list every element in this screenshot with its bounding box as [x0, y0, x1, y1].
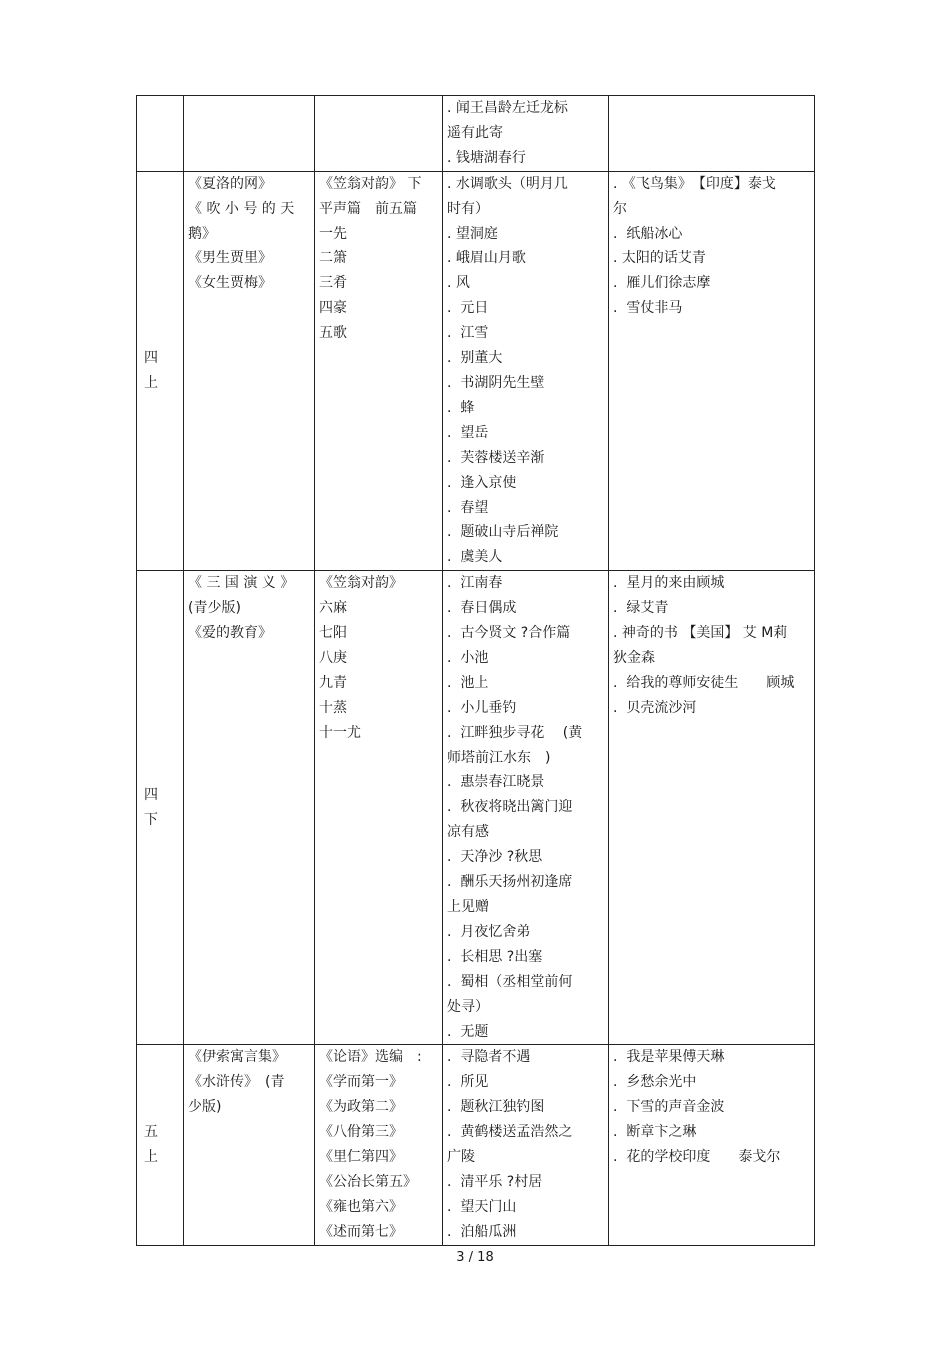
- grade-label: 五 上: [144, 1124, 158, 1166]
- cell-line: . 乡愁余光中: [613, 1074, 697, 1091]
- cell-line: 《爱的教育》: [188, 625, 272, 642]
- cell-line: 尔: [613, 200, 627, 217]
- cell-line: . 泊船瓜洲: [447, 1223, 517, 1240]
- cell-line: 《论语》选编 :: [319, 1049, 422, 1066]
- cell-line: . 望岳: [447, 424, 489, 441]
- couplets-cell: [315, 96, 443, 172]
- cell-line: . 题破山寺后禅院: [447, 524, 559, 541]
- poems-cell: [443, 1045, 609, 1245]
- cell-line: 《 三 国 演 义 》: [188, 575, 295, 592]
- cell-line: . 惠崇春江晓景: [447, 774, 545, 791]
- cell-line: . 寻隐者不遇: [447, 1049, 531, 1066]
- cell-line: 《女生贾梅》: [188, 275, 272, 292]
- cell-line: 十一尤: [319, 724, 361, 741]
- cell-line: . 江南春: [447, 575, 503, 592]
- couplets-cell: [315, 571, 443, 1045]
- cell-line: 《公冶长第五》: [319, 1173, 417, 1190]
- couplets-cell: [315, 171, 443, 571]
- books-cell: [184, 96, 315, 172]
- grade-cell: [137, 571, 184, 1045]
- cell-line: . 小儿垂钓: [447, 699, 517, 716]
- cell-line: . 江畔独步寻花 (黄: [447, 724, 583, 741]
- cell-line: 《伊索寓言集》: [188, 1049, 286, 1066]
- table-row: [137, 171, 815, 571]
- cell-line: . 绿艾青: [613, 600, 669, 617]
- cell-line: . 神奇的书 【美国】 艾 M莉: [613, 625, 788, 642]
- poems-cell: [443, 96, 609, 172]
- cell-line: . 长相思 ?出塞: [447, 948, 543, 965]
- modern-poems-cell: [609, 1045, 815, 1245]
- couplets-cell: [315, 1045, 443, 1245]
- page-number: 3 / 18: [456, 1250, 494, 1265]
- cell-line: . 《飞鸟集》 【印度】泰戈: [613, 175, 776, 192]
- cell-line: . 书湖阴先生壁: [447, 374, 545, 391]
- grade-cell: [137, 1045, 184, 1245]
- cell-line: 三肴: [319, 275, 347, 292]
- cell-line: . 望天门山: [447, 1198, 517, 1215]
- cell-line: . 闻王昌龄左迁龙标: [447, 100, 568, 116]
- cell-line: 十蒸: [319, 699, 347, 716]
- cell-line: . 纸船冰心: [613, 225, 683, 242]
- cell-line: 少版): [188, 1099, 222, 1116]
- cell-line: . 天净沙 ?秋思: [447, 849, 543, 866]
- cell-line: 六麻: [319, 600, 347, 617]
- cell-line: 时有）: [447, 200, 489, 217]
- cell-line: . 无题: [447, 1023, 489, 1040]
- modern-poems-cell: [609, 571, 815, 1045]
- cell-line: 狄金森: [613, 649, 655, 666]
- cell-line: . 下雪的声音金波: [613, 1099, 725, 1116]
- cell-line: 八庚: [319, 649, 347, 666]
- cell-line: . 雪仗非马: [613, 300, 683, 317]
- cell-line: 《男生贾里》: [188, 250, 272, 267]
- cell-line: . 风: [447, 275, 470, 292]
- cell-line: . 秋夜将晓出篱门迎: [447, 799, 573, 816]
- cell-line: . 月夜忆舍弟: [447, 923, 531, 940]
- cell-line: . 春日偶成: [447, 600, 517, 617]
- table-row: [137, 1045, 815, 1245]
- grade-label: 四 上: [144, 350, 158, 391]
- cell-line: . 小池: [447, 649, 489, 666]
- cell-line: . 黄鹤楼送孟浩然之: [447, 1124, 573, 1141]
- cell-line: . 花的学校印度 泰戈尔: [613, 1149, 781, 1166]
- grade-label: 四 下: [144, 786, 158, 828]
- cell-line: . 池上: [447, 674, 489, 691]
- cell-line: (青少版): [188, 600, 241, 617]
- cell-line: 《述而第七》: [319, 1223, 403, 1240]
- cell-line: . 峨眉山月歌: [447, 250, 526, 267]
- modern-poems-cell: [609, 96, 815, 172]
- cell-line: . 虞美人: [447, 549, 503, 566]
- cell-line: 《雍也第六》: [319, 1198, 403, 1215]
- cell-line: 《笠翁对韵》 下: [319, 175, 422, 192]
- cell-line: . 所见: [447, 1074, 489, 1091]
- cell-line: 七阳: [319, 625, 347, 642]
- cell-line: . 酬乐天扬州初逢席: [447, 874, 573, 891]
- cell-line: . 水调歌头（明月几: [447, 175, 568, 192]
- poems-cell: [443, 571, 609, 1045]
- cell-line: 平声篇 前五篇: [319, 200, 417, 217]
- cell-line: . 星月的来由顾城: [613, 575, 725, 592]
- cell-line: 遥有此寄: [447, 124, 503, 141]
- cell-line: . 断章卞之琳: [613, 1124, 697, 1141]
- cell-line: 四豪: [319, 300, 347, 317]
- grade-cell: [137, 96, 184, 172]
- books-cell: [184, 571, 315, 1045]
- cell-line: 处寻）: [447, 998, 489, 1015]
- cell-line: 师塔前江水东 ): [447, 749, 551, 766]
- cell-line: . 贝壳流沙河: [613, 699, 697, 716]
- cell-line: 《 吹 小 号 的 天: [188, 200, 295, 217]
- cell-line: . 题秋江独钓图: [447, 1099, 545, 1116]
- cell-line: 上见赠: [447, 899, 489, 915]
- cell-line: 《八佾第三》: [319, 1124, 403, 1141]
- cell-line: . 江雪: [447, 325, 489, 342]
- cell-line: 《里仁第四》: [319, 1149, 403, 1166]
- cell-line: . 我是苹果傅天琳: [613, 1049, 725, 1066]
- cell-line: . 清平乐 ?村居: [447, 1173, 543, 1190]
- cell-line: 九青: [319, 674, 347, 691]
- cell-line: 《夏洛的网》: [188, 175, 272, 192]
- cell-line: . 元日: [447, 300, 489, 317]
- cell-line: 《为政第二》: [319, 1099, 403, 1116]
- cell-line: . 古今贤文 ?合作篇: [447, 625, 571, 642]
- cell-line: 《学而第一》: [319, 1074, 403, 1091]
- cell-line: . 钱塘湖春行: [447, 149, 526, 166]
- poems-cell: [443, 171, 609, 571]
- cell-line: . 雁儿们徐志摩: [613, 275, 711, 292]
- books-cell: [184, 1045, 315, 1245]
- table-row: [137, 96, 815, 172]
- modern-poems-cell: [609, 171, 815, 571]
- cell-line: 鹅》: [188, 225, 216, 242]
- cell-line: 二箫: [319, 250, 347, 267]
- cell-line: . 芙蓉楼送辛渐: [447, 449, 545, 466]
- table-row: [137, 571, 815, 1045]
- cell-line: 《笠翁对韵》: [319, 575, 403, 592]
- cell-line: 一先: [319, 225, 347, 242]
- books-cell: [184, 171, 315, 571]
- cell-line: . 给我的尊师安徒生 顾城: [613, 674, 795, 691]
- cell-line: . 蜂: [447, 399, 475, 416]
- reading-list-table: [136, 95, 815, 1246]
- cell-line: . 逢入京使: [447, 474, 517, 491]
- cell-line: 凉有感: [447, 824, 489, 841]
- cell-line: 五歌: [319, 325, 347, 342]
- cell-line: 《水浒传》 (青: [188, 1074, 285, 1091]
- cell-line: . 太阳的话艾青: [613, 250, 706, 267]
- cell-line: 广陵: [447, 1149, 475, 1166]
- cell-line: . 春望: [447, 499, 489, 516]
- cell-line: . 蜀相（丞相堂前何: [447, 973, 573, 990]
- cell-line: . 别董大: [447, 350, 503, 367]
- cell-line: . 望洞庭: [447, 225, 498, 242]
- grade-cell: [137, 171, 184, 571]
